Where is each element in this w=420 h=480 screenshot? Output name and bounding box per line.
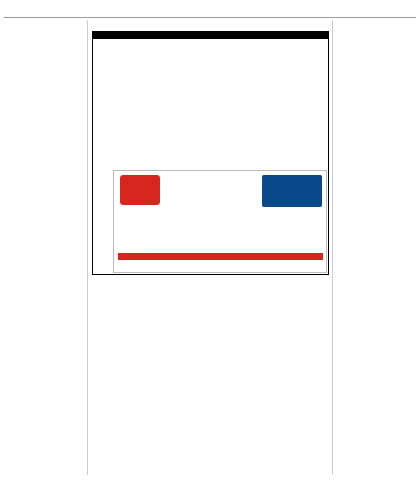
header-rule: [4, 17, 416, 18]
ad-offer-bar: [118, 235, 323, 249]
clues-col3: [212, 284, 270, 474]
column-divider: [332, 20, 333, 475]
clues-col4: [272, 284, 330, 474]
across-clues-col2: [152, 284, 210, 474]
death-notices-list: [6, 31, 84, 431]
call-banner: [118, 253, 323, 260]
dish-logo: [120, 175, 160, 205]
crossword-banner: [92, 31, 329, 38]
dish-advertisement[interactable]: [113, 170, 327, 273]
across-clues-col1: [92, 284, 150, 474]
internet-badge: [262, 175, 322, 207]
column-divider: [87, 20, 88, 475]
page-header: [6, 4, 416, 16]
